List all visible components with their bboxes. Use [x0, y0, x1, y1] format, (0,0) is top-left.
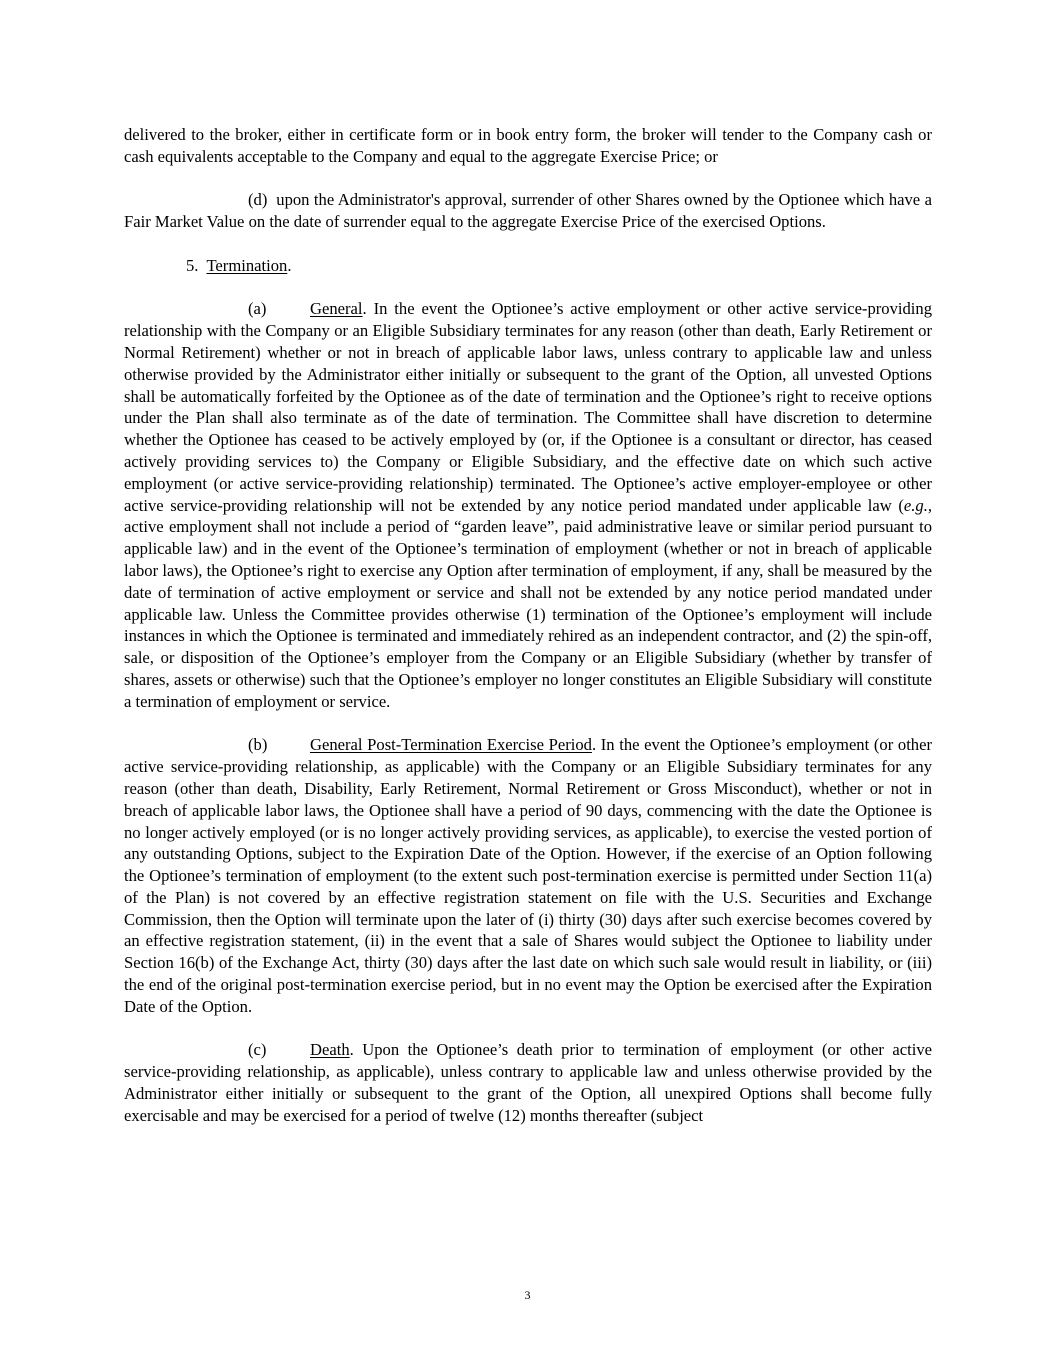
section-5-title: Termination [206, 255, 288, 275]
section-5-title-suffix: . [287, 255, 292, 275]
item-b-label: (b) [248, 735, 268, 755]
section-5-heading [186, 255, 932, 277]
item-a-italic: e.g., [903, 495, 932, 515]
page-number: 3 [524, 1288, 531, 1302]
item-a-text-2: active employment shall not include a period of “garden leave”, paid administrative leave or similar period pursuant to applicable law) and in the event of the Optionee’s termination of employment (whether or not in breach of applicable labor laws), the Optionee’s right to exercise any Option after termination of employment, if any, shall be measured by the date of termination of active employment or service and shall not be extended by any notice period mandated under applicable law. Unless the Committee provides otherwise (1) termination of the Optionee’s employment will include instances in which the Optionee is terminated and immediately rehired as an independent contractor, and (2) the spin-off, sale, or disposition of the Optionee’s employer from the Company or an Eligible Subsidiary (whether by transfer of shares, assets or otherwise) such that the Optionee’s employer no longer constitutes an Eligible Subsidiary will constitute a termination of employment or service. [124, 517, 932, 711]
continuation-paragraph: delivered to the broker, either in certificate form or in book entry form, the broker will tender to the Company cash or cash equivalents acceptable to the Company and equal to the aggregate Exercise Price; or [124, 125, 932, 166]
item-a-heading: General [310, 299, 363, 319]
item-b-heading: General Post-Termination Exercise Period [310, 735, 592, 755]
item-a-label: (a) [248, 299, 267, 319]
item-a-text-1: . In the event the Optionee’s active employment or other active service-providing relationship with the Company or an Eligible Subsidiary terminates for any reason (other than death, Early Retirement or Normal Retirement) whether or not in breach of applicable labor laws, unless contrary to applicable law and unless otherwise provided by the Administrator either initially or subsequent to the grant of the Option, all unvested Options shall be automatically forfeited by the Optionee as of the date of termination and the Optionee’s right to receive options under the Plan shall also terminate as of the date of termination. The Committee shall have discretion to determine whether the Optionee has ceased to be actively employed by (or, if the Optionee is a consultant or director, has ceased actively providing services to) the Company or Eligible Subsidiary, and the effective date on which such active employment (or active service-providing relationship) terminated. The Optionee’s active employer-employee or other active service-providing relationship will not be extended by any notice period mandated under applicable law ( [124, 299, 932, 515]
item-c-label: (c) [248, 1040, 267, 1060]
section-5-number: 5. [186, 255, 199, 275]
item-d-text: upon the Administrator's approval, surrender of other Shares owned by the Optionee which have a Fair Market Value on the date of surrender equal to the aggregate Exercise Price of the exercised Options. [124, 190, 932, 232]
item-c-heading: Death [310, 1040, 350, 1060]
item-b-paragraph [124, 734, 932, 1017]
document-page [124, 124, 932, 1127]
item-b-text: . In the event the Optionee’s employment (or other active service-providing relationship, as applicable) with the Company or an Eligible Subsidiary terminates for any reason (other than death, Disability, Early Retirement, Normal Retirement or Gross Misconduct), whether or not in breach of applicable labor laws, the Optionee shall have a period of 90 days, commencing with the date the Optionee is no longer actively employed (or is no longer actively providing services, as applicable), to exercise the vested portion of any outstanding Options, subject to the Expiration Date of the Option. However, if the exercise of an Option following the Optionee’s termination of employment (to the extent such post-termination exercise is permitted under Section 11(a) of the Plan) is not covered by an effective registration statement on file with the U.S. Securities and Exchange Commission, then the Option will terminate upon the later of (i) thirty (30) days after such exercise becomes covered by an effective registration statement, (ii) in the event that a sale of Shares would subject the Optionee to liability under Section 16(b) of the Exchange Act, thirty (30) days after the last date on which such sale would result in liability, or (iii) the end of the original post-termination exercise period, but in no event may the Option be exercised after the Expiration Date of the Option. [124, 735, 932, 1016]
item-c-paragraph [124, 1039, 932, 1126]
item-d-label: (d) [248, 190, 268, 210]
item-d-paragraph [124, 189, 932, 233]
item-c-text: . Upon the Optionee’s death prior to termination of employment (or other active service-providing relationship, as applicable), unless contrary to applicable law and unless otherwise provided by the Administrator either initially or subsequent to the grant of the Option, all unexpired Options shall become fully exercisable and may be exercised for a period of twelve (12) months thereafter (subject [124, 1040, 932, 1125]
item-a-paragraph [124, 298, 932, 712]
